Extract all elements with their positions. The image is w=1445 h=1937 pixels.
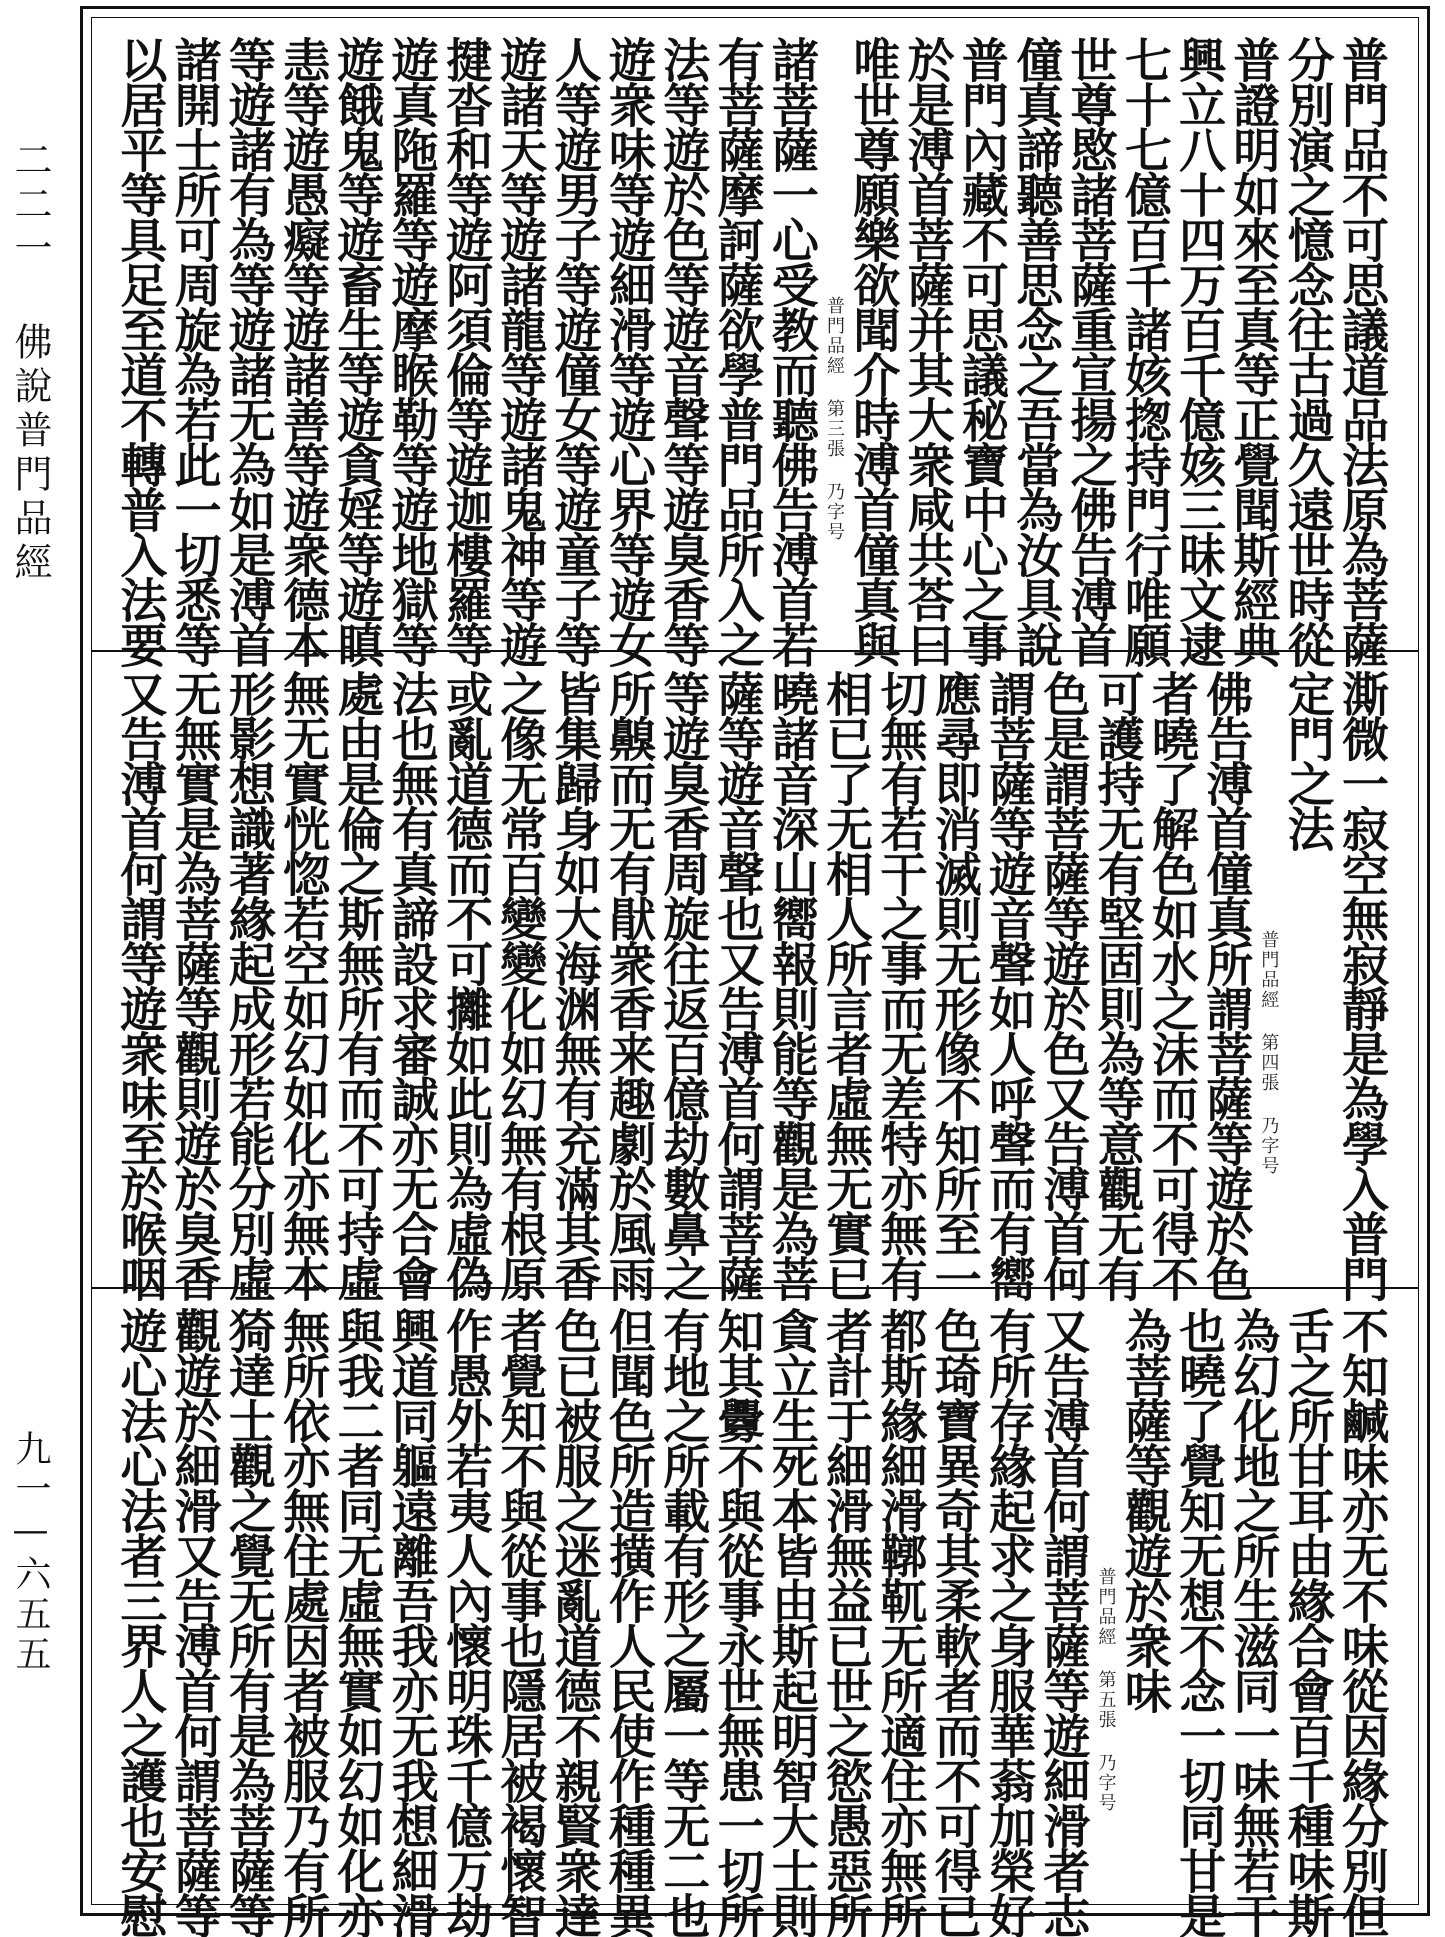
text-column: 興立八十四万百千億姟三昧文逮 <box>1171 36 1227 666</box>
text-column: 恚等遊愚癡等遊諸善等遊衆德本 <box>275 36 331 666</box>
text-column: 遊諸天等遊諸龍等遊諸鬼神等遊 <box>492 36 548 666</box>
text-column: 薩等遊音聲也又告溥首何謂菩薩 <box>709 670 765 1300</box>
page-frame <box>80 6 1430 1937</box>
text-column: 無所依亦無住處因者被服乃有所 <box>275 1307 331 1937</box>
text-column: 普門內藏不可思議秘寶中心之事 <box>953 36 1009 666</box>
text-column: 可護持无有堅固則為等意觀无有 <box>1089 670 1145 1300</box>
text-column: 無无實恍惚若空如幻如化亦無本 <box>275 670 331 1300</box>
text-column: 分別演之憶念往古過久遠世時從 <box>1279 36 1335 666</box>
text-column: 法等遊於色等遊音聲等遊臭香等 <box>655 36 711 666</box>
register-1 <box>92 18 1418 666</box>
text-block <box>91 17 1419 1937</box>
text-column: 但聞色所造撗作人民使作種種異 <box>600 1307 656 1937</box>
text-column: 所齅而无有猒衆香来趣劇於風雨 <box>600 670 656 1300</box>
text-column: 色琦寶異奇其柔軟者而不可得已 <box>926 1307 982 1937</box>
text-column: 與我二者同无虛無實如幻如化亦 <box>329 1307 385 1937</box>
text-column: 為菩薩等觀遊於衆味 <box>1116 1307 1172 1712</box>
text-column: 唯世尊願樂欲聞介時溥首僮真與 <box>845 36 901 666</box>
text-column: 佛告溥首僮真所謂菩薩等遊於色 <box>1198 670 1254 1300</box>
text-column: 又告溥首何謂等遊衆味至於喉咽 <box>112 670 168 1300</box>
text-column: 觀遊於細滑又告溥首何謂菩薩等 <box>166 1307 222 1937</box>
text-column: 者曉了解色如水之沫而不可得不 <box>1143 670 1199 1300</box>
text-column: 法也無有真諦設求審誠亦无合會 <box>383 670 439 1300</box>
folio-label: 普門品經 第三張 乃字号 <box>824 296 846 542</box>
text-column: 之像无常百變變化如幻無有根原 <box>492 670 548 1300</box>
text-column: 興道同軀遠離吾我亦无我想細滑 <box>383 1307 439 1937</box>
folio-label: 普門品經 第四張 乃字号 <box>1258 930 1280 1176</box>
text-column: 曉諸音深山嚮報則能等觀是為菩 <box>763 670 819 1300</box>
text-column: 等遊諸有為等遊諸无為如是溥首 <box>220 36 276 666</box>
text-column: 於是溥首菩薩并其大衆咸共荅曰 <box>899 36 955 666</box>
register-3 <box>92 1287 1418 1937</box>
text-column: 色是謂菩薩等遊於色又告溥首何 <box>1035 670 1091 1300</box>
text-column: 猗達士觀之覺无所有是為菩薩等 <box>220 1307 276 1937</box>
text-column: 貪立生死本皆由斯起明智大士則 <box>763 1307 819 1937</box>
text-column: 又告溥首何謂菩薩等遊細滑者志 <box>1035 1307 1091 1937</box>
text-column: 作愚外若夷人內懷明珠千億万劫 <box>438 1307 494 1937</box>
text-column: 謂菩薩等遊音聲如人呼聲而有嚮 <box>981 670 1037 1300</box>
text-column: 普門品不可思議道品法原為菩薩 <box>1334 36 1389 666</box>
text-column: 澌微一寂空無寂靜是為學入普門 <box>1334 670 1389 1300</box>
text-column: 諸菩薩一心受教而聽佛告溥首若 <box>763 36 819 666</box>
text-column: 色已被服之迷亂道德不親賢衆達 <box>546 1307 602 1937</box>
text-column: 者計于細滑無益已世之慾愚惡所 <box>818 1307 874 1937</box>
text-column: 有地之所載有形之屬一等无二也 <box>655 1307 711 1937</box>
text-column: 遊真陁羅等遊摩睺勒等遊地獄等 <box>383 36 439 666</box>
text-column: 皆集歸身如大海渊無有充滿其香 <box>546 670 602 1300</box>
text-column: 七十七億百千諸姟揔持門行唯願 <box>1116 36 1172 666</box>
text-column: 人等遊男子等遊僮女等遊童子等 <box>546 36 602 666</box>
text-column: 有菩薩摩訶薩欲學普門品所入之 <box>709 36 765 666</box>
text-column: 者覺知不與從事也隱居被褐懷智 <box>492 1307 548 1937</box>
text-column: 揵沓和等遊阿須倫等遊迦樓羅等 <box>438 36 494 666</box>
page-number: 九一—六五五 <box>10 1430 51 1675</box>
text-column: 遊衆味等遊細滑等遊心界等遊女 <box>600 36 656 666</box>
left-margin <box>0 0 58 1927</box>
text-column: 形影想識著緣起成形若能分別虛 <box>220 670 276 1300</box>
text-column: 等遊臭香周旋往返百億劫數鼻之 <box>655 670 711 1300</box>
text-column: 遊餓鬼等遊畜生等遊貪婬等遊瞋 <box>329 36 385 666</box>
text-column: 為幻化地之所生滋同一味無若干 <box>1225 1307 1281 1937</box>
text-column: 切無有若干之事而无差特亦無有 <box>872 670 928 1300</box>
text-column: 都斯緣細滑鞹靰无所適住亦無所 <box>872 1307 928 1937</box>
folio-label: 普門品經 第五張 乃字号 <box>1095 1567 1117 1813</box>
text-column: 普證明如來至真等正覺聞斯經典 <box>1225 36 1281 666</box>
text-column: 或亂道德而不可攡如此則為虛偽 <box>438 670 494 1300</box>
text-column: 世尊愍諸菩薩重宣揚之佛告溥首 <box>1062 36 1118 666</box>
text-column: 遊心法心法者三界人之護也安慰 <box>112 1307 168 1937</box>
register-2 <box>92 650 1418 1300</box>
text-column: 不知鹹味亦无不味從因緣分別但 <box>1334 1307 1389 1937</box>
text-column: 相已了无相人所言者虛無无實已 <box>818 670 874 1300</box>
volume-title: 二二一 佛說普門品經 <box>8 140 52 586</box>
text-column: 知其釁不與從事永世無患一切所 <box>709 1307 765 1937</box>
text-column: 僮真諦聽善思念之吾當為汝具說 <box>1008 36 1064 666</box>
text-column: 諸開士所可周旋為若此一切悉等 <box>166 36 222 666</box>
text-column: 應尋即消滅則无形像不知所至一 <box>926 670 982 1300</box>
text-column: 處由是倫之斯無所有而不可持虛 <box>329 670 385 1300</box>
text-column: 舌之所甘耳由緣合會百千種味斯 <box>1279 1307 1335 1937</box>
text-column: 也曉了覺知无想不念一切同甘是 <box>1171 1307 1227 1937</box>
text-column: 无無實是為菩薩等觀則遊於臭香 <box>166 670 222 1300</box>
text-column: 定門之法 <box>1279 670 1335 850</box>
text-column: 以居平等具足至道不轉普入法要 <box>112 36 168 666</box>
text-column: 有所存緣起求之身服華蓊加榮好 <box>981 1307 1037 1937</box>
